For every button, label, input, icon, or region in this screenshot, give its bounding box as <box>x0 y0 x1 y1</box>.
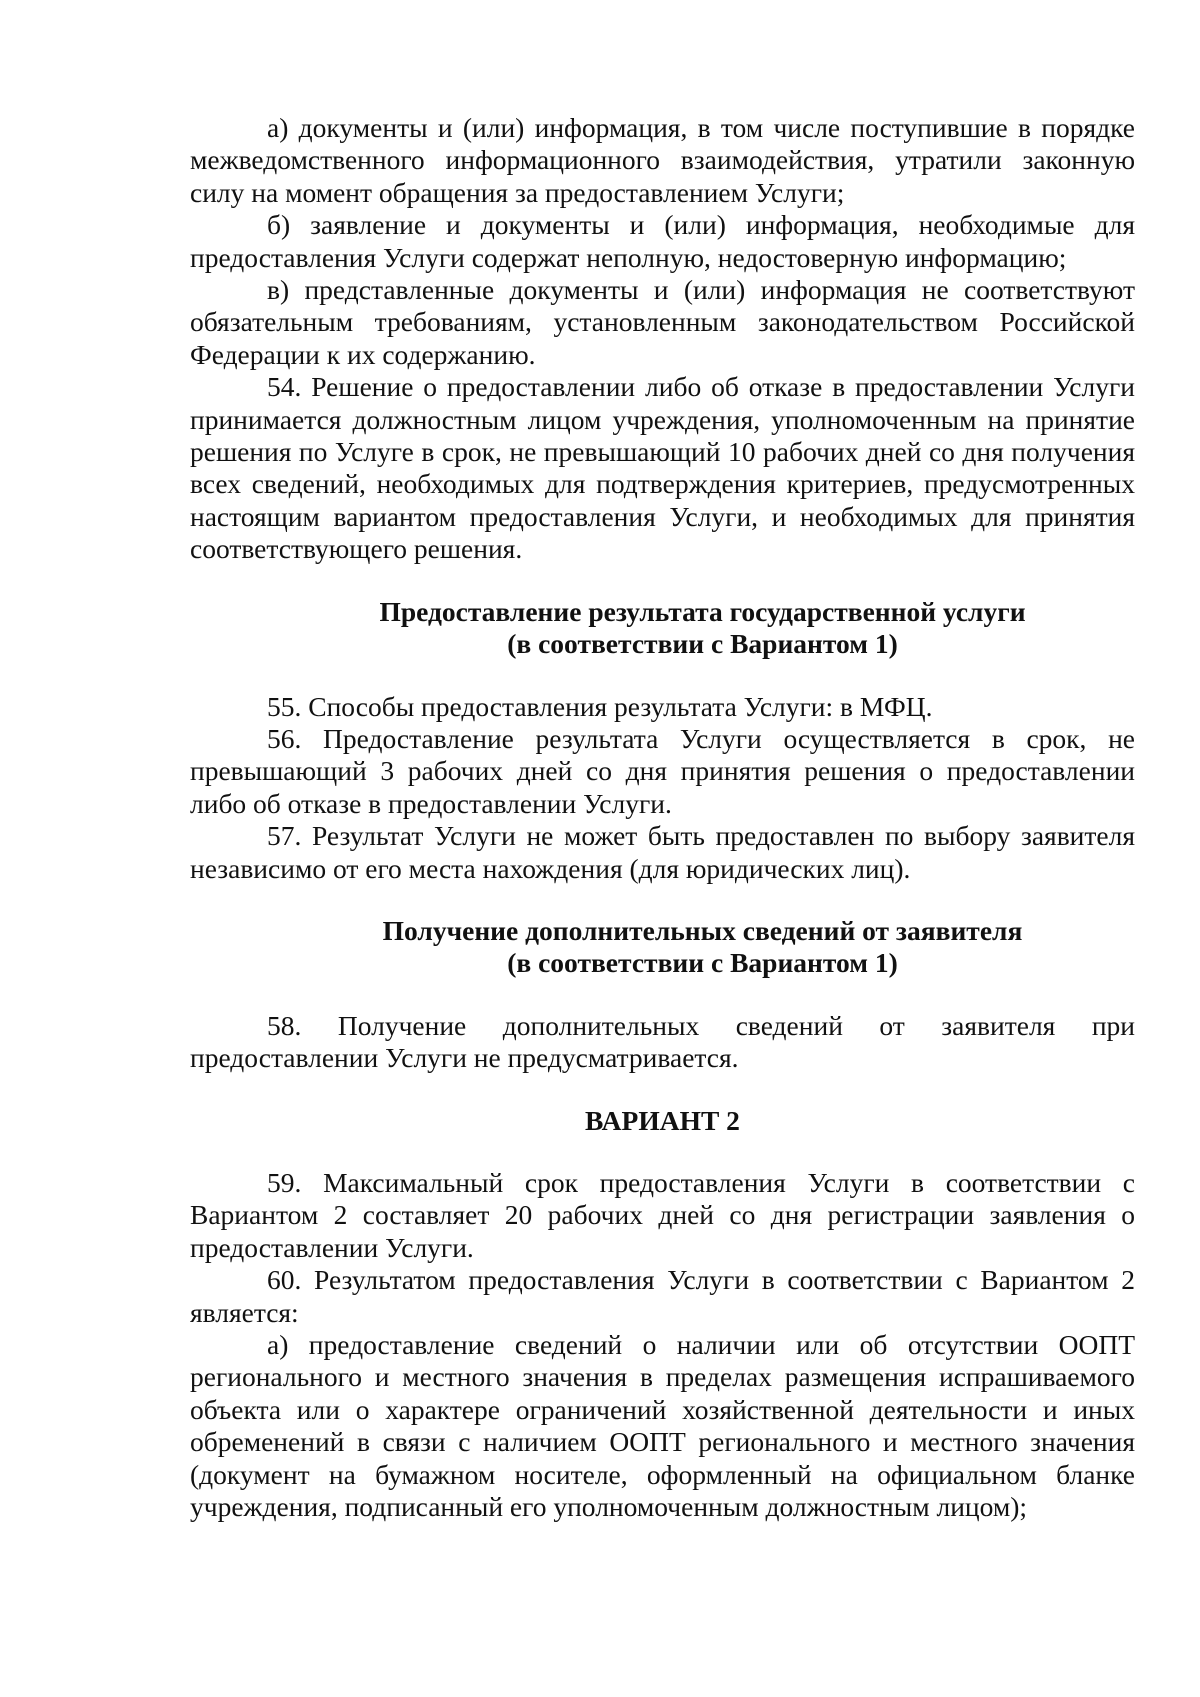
paragraph-60a: а) предоставление сведений о наличии или об отсутствии ООПТ регионального и местного значения в пределах размещения испрашиваемого объекта или о характере ограничений хозяйственной деятельности и иных обременений в связи с наличием ООПТ регионального и местного значения (документ на бумажном носителе, оформленный на официальном бланке учреждения, подписанный его уполномоченным должностным лицом); <box>190 1329 1135 1523</box>
section-heading-result: Предоставление результата государственной услуги <box>379 595 1026 627</box>
section-subheading-result: (в соответствии с Вариантом 1) <box>507 628 898 660</box>
paragraph-54: 54. Решение о предоставлении либо об отказе в предоставлении Услуги принимается должностным лицом учреждения, уполномоченным на принятие решения по Услуге в срок, не превышающий 10 рабочих дней со дня получения всех сведений, необходимых для подтверждения критериев, предусмотренных настоящим вариантом предоставления Услуги, и необходимых для принятия соответствующего решения. <box>190 371 1135 565</box>
paragraph-56: 56. Предоставление результата Услуги осуществляется в срок, не превышающий 3 рабочих дней со дня принятия решения о предоставлении либо об отказе в предоставлении Услуги. <box>190 722 1135 819</box>
paragraph-57: 57. Результат Услуги не может быть предоставлен по выбору заявителя независимо от его места нахождения (для юридических лиц). <box>190 820 1135 884</box>
section-heading-additional-info: Получение дополнительных сведений от заявителя <box>382 914 1023 946</box>
paragraph-60: 60. Результатом предоставления Услуги в соответствии с Вариантом 2 является: <box>190 1264 1135 1328</box>
paragraph-53a: а) документы и (или) информация, в том числе поступившие в порядке межведомственного информационного взаимодействия, утратили законную силу на момент обращения за предоставлением Услуги; <box>190 112 1135 208</box>
paragraph-53c: в) представленные документы и (или) информация не соответствуют обязательным требованиям, установленным законодательством Российской Федерации к их содержанию. <box>190 274 1135 370</box>
variant-2-heading: ВАРИАНТ 2 <box>585 1104 740 1136</box>
document-body <box>190 112 1135 1523</box>
paragraph-53b: б) заявление и документы и (или) информация, необходимые для предоставления Услуги содержат неполную, недостоверную информацию; <box>190 209 1135 273</box>
paragraph-55: 55. Способы предоставления результата Услуги: в МФЦ. <box>267 690 933 722</box>
paragraph-58: 58. Получение дополнительных сведений от заявителя при предоставлении Услуги не предусматривается. <box>190 1009 1135 1074</box>
paragraph-59: 59. Максимальный срок предоставления Услуги в соответствии с Вариантом 2 составляет 20 рабочих дней со дня регистрации заявления о предоставлении Услуги. <box>190 1166 1135 1263</box>
section-subheading-additional-info: (в соответствии с Вариантом 1) <box>507 947 898 979</box>
